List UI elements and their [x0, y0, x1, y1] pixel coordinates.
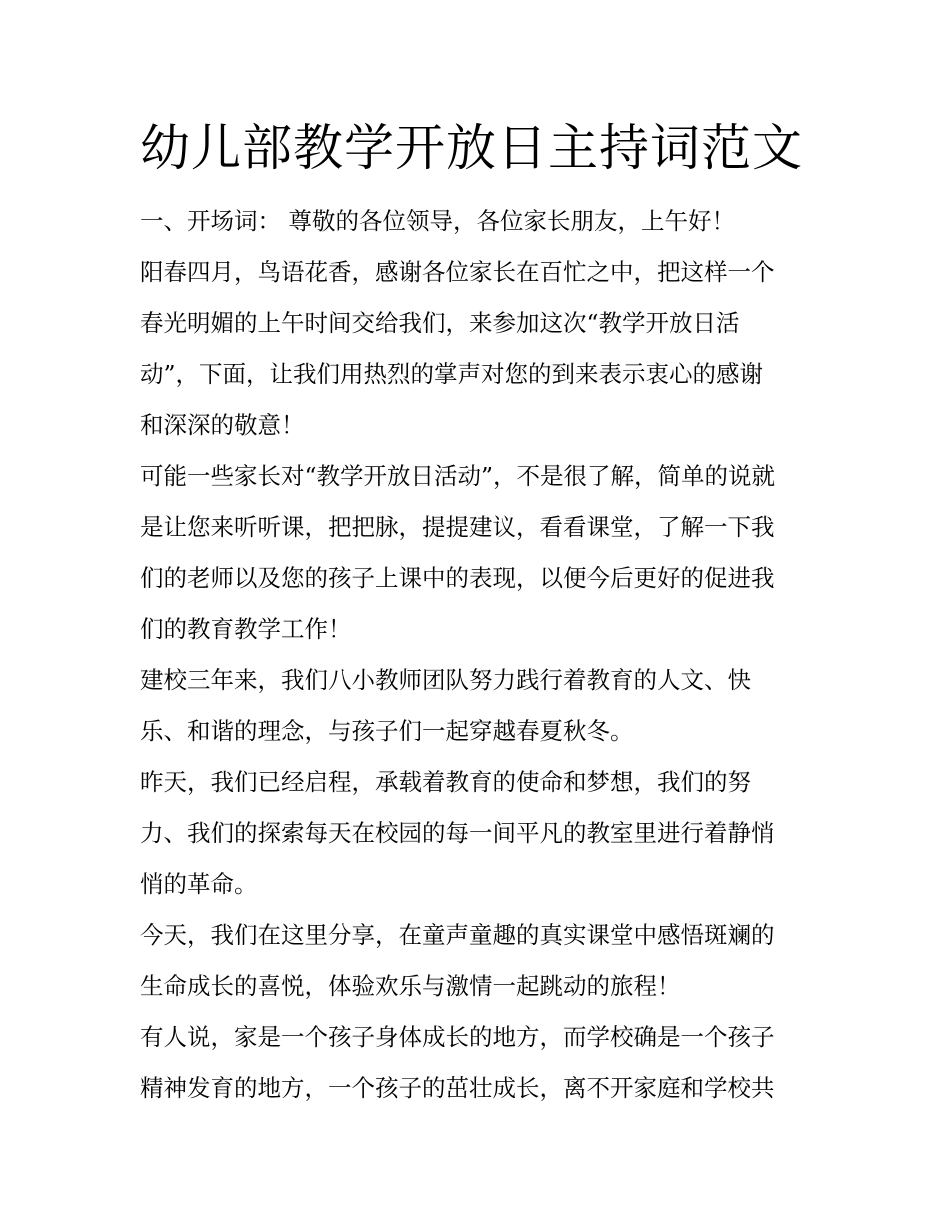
text-line: 力、我们的探索每天在校园的每一间平凡的教室里进行着静悄 — [140, 819, 775, 847]
text-line: 悄的革命。 — [140, 870, 258, 898]
text-line: 有人说，家是一个孩子身体成长的地方，而学校确是一个孩子 — [140, 1023, 775, 1051]
text-line: 建校三年来，我们八小教师团队努力践行着教育的人文、快 — [140, 666, 751, 694]
text-line: 生命成长的喜悦，体验欢乐与激情一起跳动的旅程！ — [140, 972, 681, 1000]
text-line: 是让您来听听课，把把脉，提提建议，看看课堂，了解一下我 — [140, 513, 775, 541]
document-title: 幼儿部教学开放日主持词范文 — [140, 119, 803, 177]
text-line: 们的教育教学工作！ — [140, 615, 352, 643]
text-line: 昨天，我们已经启程，承载着教育的使命和梦想，我们的努 — [140, 768, 751, 796]
text-line: 可能一些家长对“教学开放日活动”，不是很了解，简单的说就 — [140, 462, 776, 490]
text-line: 乐、和谐的理念，与孩子们一起穿越春夏秋冬。 — [140, 717, 634, 745]
text-line: 们的老师以及您的孩子上课中的表现，以便今后更好的促进我 — [140, 564, 775, 592]
text-line: 今天，我们在这里分享，在童声童趣的真实课堂中感悟斑斓的 — [140, 921, 775, 949]
text-line: 一、开场词： 尊敬的各位领导，各位家长朋友，上午好！ — [140, 207, 735, 235]
text-line: 动”，下面，让我们用热烈的掌声对您的到来表示衷心的感谢 — [140, 360, 764, 388]
text-line: 和深深的敬意！ — [140, 411, 305, 439]
text-line: 春光明媚的上午时间交给我们，来参加这次“教学开放日活 — [140, 309, 740, 337]
text-line: 阳春四月，鸟语花香，感谢各位家长在百忙之中，把这样一个 — [140, 258, 775, 286]
text-line: 精神发育的地方，一个孩子的茁壮成长，离不开家庭和学校共 — [140, 1074, 775, 1102]
document-body — [140, 196, 820, 1114]
